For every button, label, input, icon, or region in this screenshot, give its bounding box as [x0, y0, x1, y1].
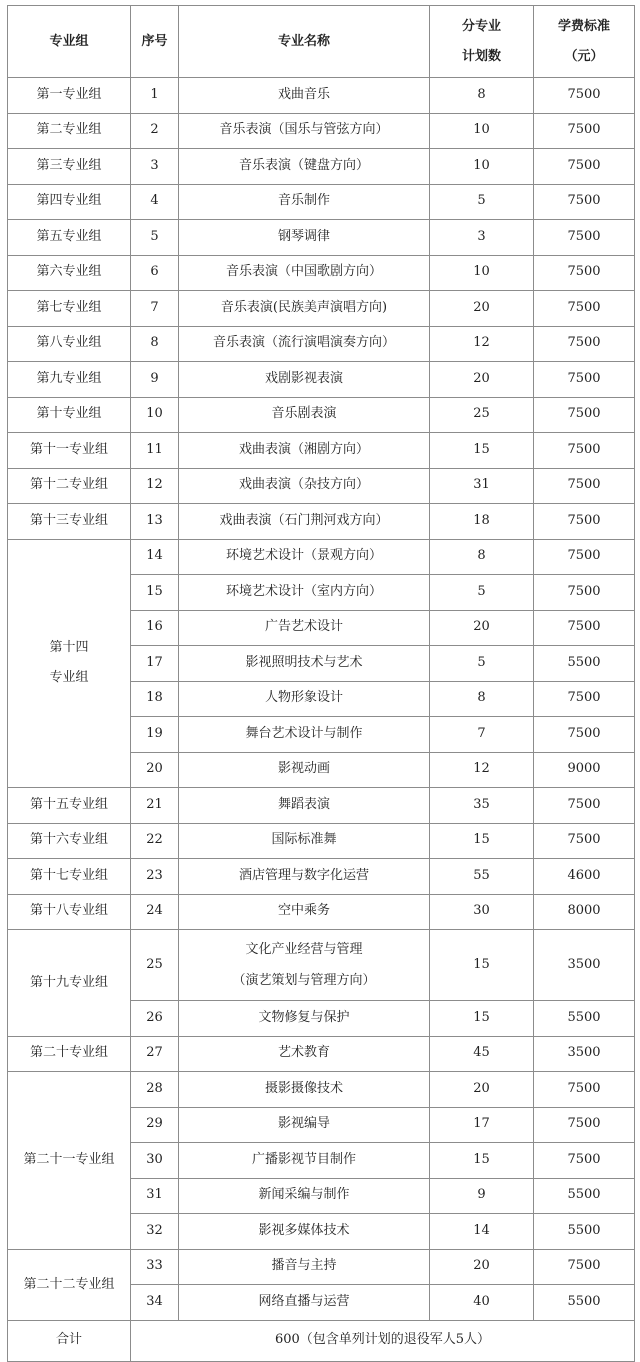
row-fee: 7500	[534, 1143, 635, 1179]
row-name	[179, 681, 430, 717]
group-cell	[8, 326, 131, 362]
group-cell	[8, 823, 131, 859]
row-fee: 7500	[534, 397, 635, 433]
row-fee: 7500	[534, 78, 635, 114]
group-cell	[8, 149, 131, 185]
row-fee: 7500	[534, 1249, 635, 1285]
row-fee: 7500	[534, 788, 635, 824]
row-name	[179, 1072, 430, 1108]
row-no: 32	[131, 1214, 179, 1250]
header-row	[8, 6, 635, 78]
row-name	[179, 575, 430, 611]
row-name	[179, 504, 430, 540]
row-name-line: 戏曲表演（石门荆河戏方向）	[219, 512, 389, 528]
row-no: 28	[131, 1072, 179, 1108]
group-cell	[8, 397, 131, 433]
group-cell	[8, 504, 131, 540]
row-fee: 5500	[534, 1285, 635, 1321]
row-no: 25	[131, 930, 179, 1001]
row-no: 20	[131, 752, 179, 788]
group-label-line: 专业组	[49, 670, 89, 686]
row-no: 9	[131, 362, 179, 398]
row-name	[179, 1001, 430, 1037]
row-fee: 7500	[534, 1072, 635, 1108]
row-plan: 9	[430, 1178, 534, 1214]
row-plan: 20	[430, 1249, 534, 1285]
row-plan: 10	[430, 255, 534, 291]
row-no: 30	[131, 1143, 179, 1179]
group-cell	[8, 894, 131, 930]
row-no: 2	[131, 113, 179, 149]
row-plan: 5	[430, 184, 534, 220]
row-name	[179, 823, 430, 859]
row-name	[179, 646, 430, 682]
total-value: 600（包含单列计划的退役军人5人）	[131, 1320, 635, 1361]
row-plan: 25	[430, 397, 534, 433]
total-label: 合计	[8, 1320, 131, 1361]
header-plan-line2: 计划数	[461, 48, 501, 64]
row-name	[179, 1036, 430, 1072]
row-fee: 7500	[534, 681, 635, 717]
row-plan: 7	[430, 717, 534, 753]
row-fee: 5500	[534, 646, 635, 682]
row-name-line: 影视编导	[277, 1116, 330, 1132]
row-plan: 40	[430, 1285, 534, 1321]
table-row	[8, 823, 635, 859]
row-plan: 12	[430, 326, 534, 362]
row-no: 17	[131, 646, 179, 682]
row-plan: 31	[430, 468, 534, 504]
row-plan: 20	[430, 362, 534, 398]
row-name	[179, 78, 430, 114]
row-no: 13	[131, 504, 179, 540]
row-fee: 5500	[534, 1001, 635, 1037]
row-name	[179, 752, 430, 788]
row-fee: 7500	[534, 362, 635, 398]
row-name-line: 音乐表演（中国歌剧方向）	[225, 264, 382, 280]
group-cell	[8, 539, 131, 788]
row-name	[179, 894, 430, 930]
group-cell	[8, 1036, 131, 1072]
row-no: 22	[131, 823, 179, 859]
group-label-line: 第十五专业组	[29, 796, 108, 812]
group-cell	[8, 255, 131, 291]
row-plan: 20	[430, 1072, 534, 1108]
row-fee: 7500	[534, 255, 635, 291]
row-fee: 7500	[534, 575, 635, 611]
row-name	[179, 362, 430, 398]
row-no: 14	[131, 539, 179, 575]
row-name	[179, 397, 430, 433]
row-plan: 15	[430, 930, 534, 1001]
row-fee: 7500	[534, 433, 635, 469]
table-row	[8, 788, 635, 824]
row-fee: 3500	[534, 1036, 635, 1072]
row-name-line: 音乐表演（键盘方向）	[238, 157, 369, 173]
row-no: 6	[131, 255, 179, 291]
group-label-line: 第七专业组	[36, 299, 102, 315]
header-fee-line2: （元）	[564, 48, 604, 64]
row-name-line: 影视动画	[277, 761, 330, 777]
group-cell	[8, 930, 131, 1037]
row-name	[179, 930, 430, 1001]
row-name-line: 播音与主持	[271, 1258, 337, 1274]
row-name	[179, 610, 430, 646]
table-row	[8, 859, 635, 895]
row-name-line: 新闻采编与制作	[258, 1187, 350, 1203]
row-fee: 8000	[534, 894, 635, 930]
row-name	[179, 113, 430, 149]
row-no: 33	[131, 1249, 179, 1285]
group-label-line: 第二专业组	[36, 122, 102, 138]
row-name-line: 戏曲音乐	[277, 86, 330, 102]
header-plan-line1: 分专业	[461, 18, 501, 34]
group-label-line: 第三专业组	[36, 157, 102, 173]
row-fee: 7500	[534, 291, 635, 327]
header-fee	[534, 6, 635, 78]
table-row	[8, 1072, 635, 1108]
row-name-line: 环境艺术设计（景观方向）	[225, 548, 382, 564]
row-no: 5	[131, 220, 179, 256]
table-row	[8, 894, 635, 930]
group-label-line: 第六专业组	[36, 264, 102, 280]
row-name	[179, 1143, 430, 1179]
table-row	[8, 291, 635, 327]
table-row	[8, 149, 635, 185]
row-name	[179, 1178, 430, 1214]
row-no: 4	[131, 184, 179, 220]
row-name-line: 文化产业经营与管理	[245, 941, 363, 957]
row-name-line: 网络直播与运营	[258, 1293, 350, 1309]
row-plan: 30	[430, 894, 534, 930]
row-no: 8	[131, 326, 179, 362]
row-name	[179, 220, 430, 256]
table-body	[8, 78, 635, 1321]
row-fee: 9000	[534, 752, 635, 788]
group-label-line: 第十专业组	[36, 406, 102, 422]
row-name	[179, 859, 430, 895]
row-name-line: 影视多媒体技术	[258, 1222, 350, 1238]
group-label-line: 第二十二专业组	[23, 1276, 115, 1292]
row-name-line: 戏曲表演（杂技方向）	[238, 477, 369, 493]
row-name-line: 音乐表演（国乐与管弦方向）	[219, 122, 389, 138]
group-cell	[8, 1249, 131, 1320]
row-name-line: 戏曲表演（湘剧方向）	[238, 441, 369, 457]
row-name-line: 音乐表演(民族美声演唱方向)	[220, 299, 388, 315]
group-cell	[8, 362, 131, 398]
row-name-line: 影视照明技术与艺术	[245, 654, 363, 670]
row-name-line: 摄影摄像技术	[264, 1080, 343, 1096]
row-plan: 8	[430, 78, 534, 114]
table-row	[8, 362, 635, 398]
row-name	[179, 539, 430, 575]
row-plan: 3	[430, 220, 534, 256]
row-plan: 15	[430, 823, 534, 859]
group-cell	[8, 220, 131, 256]
group-label-line: 第十三专业组	[29, 512, 108, 528]
group-cell	[8, 468, 131, 504]
row-no: 12	[131, 468, 179, 504]
row-name-line: 广播影视节目制作	[251, 1151, 356, 1167]
row-name-line: 钢琴调律	[277, 228, 330, 244]
row-name-line: 人物形象设计	[264, 690, 343, 706]
row-no: 1	[131, 78, 179, 114]
row-name	[179, 1214, 430, 1250]
row-plan: 14	[430, 1214, 534, 1250]
row-plan: 10	[430, 149, 534, 185]
row-no: 21	[131, 788, 179, 824]
row-fee: 5500	[534, 1214, 635, 1250]
table-row	[8, 1036, 635, 1072]
table-row	[8, 930, 635, 1001]
group-label-line: 第八专业组	[36, 335, 102, 351]
table-row	[8, 468, 635, 504]
enrollment-plan-table	[7, 5, 635, 1362]
row-no: 3	[131, 149, 179, 185]
row-fee: 7500	[534, 149, 635, 185]
row-name-line: 艺术教育	[277, 1045, 330, 1061]
group-cell	[8, 859, 131, 895]
row-plan: 15	[430, 1001, 534, 1037]
row-no: 34	[131, 1285, 179, 1321]
group-label-line: 第十七专业组	[29, 867, 108, 883]
row-name	[179, 291, 430, 327]
row-no: 11	[131, 433, 179, 469]
group-cell	[8, 788, 131, 824]
group-label-line: 第十四	[49, 640, 89, 656]
row-fee: 7500	[534, 717, 635, 753]
row-name	[179, 1249, 430, 1285]
row-name	[179, 1107, 430, 1143]
row-name	[179, 717, 430, 753]
table-row	[8, 326, 635, 362]
row-plan: 10	[430, 113, 534, 149]
row-no: 31	[131, 1178, 179, 1214]
row-plan: 5	[430, 575, 534, 611]
table-row	[8, 397, 635, 433]
row-fee: 3500	[534, 930, 635, 1001]
row-fee: 7500	[534, 468, 635, 504]
group-label-line: 第二十一专业组	[23, 1152, 115, 1168]
group-label-line: 第五专业组	[36, 228, 102, 244]
group-cell	[8, 113, 131, 149]
group-label-line: 第十九专业组	[29, 975, 108, 991]
row-name-line: 酒店管理与数字化运营	[238, 867, 369, 883]
group-label-line: 第二十专业组	[29, 1045, 108, 1061]
row-fee: 7500	[534, 113, 635, 149]
table-row	[8, 433, 635, 469]
row-name	[179, 468, 430, 504]
row-name-line: 音乐表演（流行演唱演奏方向）	[212, 335, 395, 351]
row-name-line: （演艺策划与管理方向）	[232, 973, 376, 988]
row-name-line: 文物修复与保护	[258, 1009, 350, 1025]
row-plan: 18	[430, 504, 534, 540]
row-plan: 20	[430, 610, 534, 646]
row-name-line: 广告艺术设计	[264, 619, 343, 635]
row-fee: 4600	[534, 859, 635, 895]
row-fee: 7500	[534, 610, 635, 646]
row-name	[179, 788, 430, 824]
row-plan: 12	[430, 752, 534, 788]
row-name-line: 戏剧影视表演	[264, 370, 343, 386]
table-row	[8, 113, 635, 149]
group-cell	[8, 184, 131, 220]
row-no: 7	[131, 291, 179, 327]
row-fee: 7500	[534, 539, 635, 575]
row-no: 27	[131, 1036, 179, 1072]
row-plan: 55	[430, 859, 534, 895]
table-row	[8, 255, 635, 291]
row-plan: 15	[430, 1143, 534, 1179]
row-plan: 8	[430, 539, 534, 575]
group-label-line: 第十六专业组	[29, 832, 108, 848]
row-plan: 45	[430, 1036, 534, 1072]
group-cell	[8, 433, 131, 469]
row-name-line: 音乐制作	[277, 193, 330, 209]
row-no: 10	[131, 397, 179, 433]
row-name	[179, 326, 430, 362]
group-label-line: 第十八专业组	[29, 903, 108, 919]
table-row	[8, 184, 635, 220]
table-row	[8, 220, 635, 256]
row-name-line: 舞台艺术设计与制作	[245, 725, 363, 741]
header-name: 专业名称	[179, 6, 430, 78]
group-label-line: 第十二专业组	[29, 477, 108, 493]
header-plan	[430, 6, 534, 78]
row-fee: 7500	[534, 220, 635, 256]
row-no: 19	[131, 717, 179, 753]
row-fee: 7500	[534, 823, 635, 859]
row-plan: 17	[430, 1107, 534, 1143]
row-name	[179, 1285, 430, 1321]
total-row	[8, 1320, 635, 1361]
row-no: 26	[131, 1001, 179, 1037]
row-plan: 8	[430, 681, 534, 717]
row-no: 24	[131, 894, 179, 930]
header-group: 专业组	[8, 6, 131, 78]
group-cell	[8, 78, 131, 114]
row-plan: 35	[430, 788, 534, 824]
row-plan: 20	[430, 291, 534, 327]
row-name	[179, 433, 430, 469]
table-row	[8, 78, 635, 114]
row-name-line: 国际标准舞	[271, 832, 337, 848]
header-fee-line1: 学费标准	[557, 18, 610, 34]
group-label-line: 第十一专业组	[29, 441, 108, 457]
row-name-line: 环境艺术设计（室内方向）	[225, 583, 382, 599]
row-name	[179, 255, 430, 291]
row-plan: 5	[430, 646, 534, 682]
group-label-line: 第九专业组	[36, 370, 102, 386]
row-no: 16	[131, 610, 179, 646]
group-label-line: 第一专业组	[36, 86, 102, 102]
header-no: 序号	[131, 6, 179, 78]
row-name-line: 音乐剧表演	[271, 406, 337, 422]
row-fee: 7500	[534, 1107, 635, 1143]
table-row	[8, 539, 635, 575]
group-cell	[8, 291, 131, 327]
row-no: 18	[131, 681, 179, 717]
row-plan: 15	[430, 433, 534, 469]
row-name	[179, 184, 430, 220]
row-no: 23	[131, 859, 179, 895]
row-fee: 7500	[534, 504, 635, 540]
group-label-line: 第四专业组	[36, 193, 102, 209]
row-fee: 7500	[534, 184, 635, 220]
table-row	[8, 1249, 635, 1285]
group-cell	[8, 1072, 131, 1250]
row-no: 29	[131, 1107, 179, 1143]
row-no: 15	[131, 575, 179, 611]
row-name-line: 舞蹈表演	[277, 796, 330, 812]
row-fee: 7500	[534, 326, 635, 362]
row-name-line: 空中乘务	[277, 903, 330, 919]
row-fee: 5500	[534, 1178, 635, 1214]
row-name	[179, 149, 430, 185]
table-row	[8, 504, 635, 540]
